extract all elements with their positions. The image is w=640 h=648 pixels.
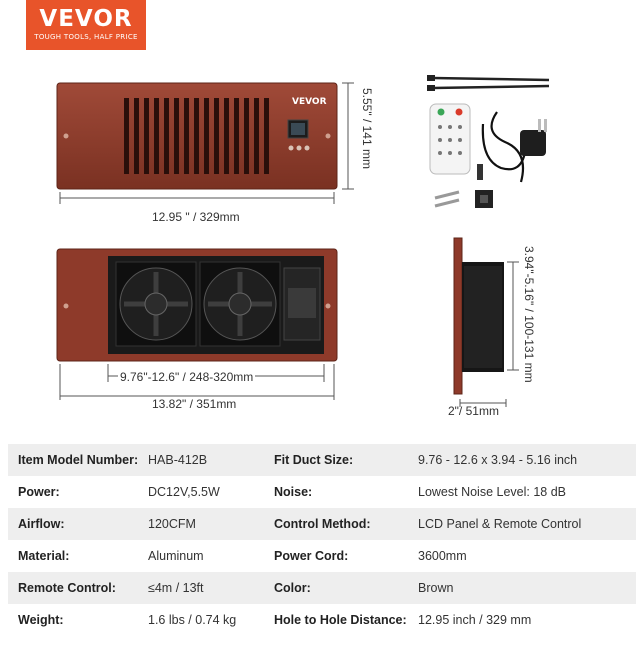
spec-label: Airflow:: [8, 508, 148, 540]
vent-slot: [164, 98, 169, 174]
spec-label: Remote Control:: [8, 572, 148, 604]
back-view-image: [56, 248, 338, 362]
accessories-image: [425, 72, 555, 222]
front-height-dimension-line: [340, 82, 360, 192]
front-height-label: 5.55" / 141 mm: [360, 88, 374, 169]
spec-row: [8, 572, 636, 604]
side-depth-label: 2"/ 51mm: [448, 404, 499, 418]
vent-slot: [204, 98, 209, 174]
spec-label: Weight:: [18, 613, 64, 627]
device-logo: VEVOR: [292, 97, 327, 107]
spec-label: Power Cord:: [274, 549, 349, 563]
side-height-label: 3.94"-5.16" / 100-131 mm: [522, 246, 536, 383]
vent-slot: [214, 98, 219, 174]
spec-label: Fit Duct Size:: [274, 444, 418, 476]
spec-value: Aluminum: [148, 549, 204, 563]
spec-value: ≤4m / 13ft: [148, 572, 274, 604]
spec-value: 12.95 inch / 329 mm: [418, 613, 532, 627]
vent-slot: [194, 98, 199, 174]
vent-slot: [184, 98, 189, 174]
vent-slot: [154, 98, 159, 174]
brand-logo: [26, 0, 146, 50]
vent-slot: [144, 98, 149, 174]
vent-slot: [244, 98, 249, 174]
spec-table: [8, 444, 636, 636]
spec-row: [8, 508, 636, 540]
spec-value: Brown: [418, 572, 636, 604]
spec-label: Control Method:: [274, 508, 418, 540]
spec-value: HAB-412B: [148, 444, 274, 476]
spec-value: 120CFM: [148, 508, 274, 540]
spec-value: 9.76 - 12.6 x 3.94 - 5.16 inch: [418, 444, 636, 476]
side-view-image: [440, 236, 510, 400]
vent-slot: [174, 98, 179, 174]
vent-slot: [134, 98, 139, 174]
vent-slot: [264, 98, 269, 174]
spec-value: 1.6 lbs / 0.74 kg: [148, 613, 237, 627]
spec-label: Noise:: [274, 485, 313, 499]
spec-label: Item Model Number:: [8, 444, 148, 476]
vent-slot: [254, 98, 259, 174]
front-view-image: [56, 82, 338, 190]
vent-slot: [224, 98, 229, 174]
spec-row: [8, 604, 636, 636]
spec-label: Color:: [274, 572, 418, 604]
back-width-label: 13.82" / 351mm: [152, 397, 237, 411]
spec-value: 3600mm: [418, 549, 467, 563]
vent-slot: [124, 98, 129, 174]
spec-label: Power:: [18, 485, 60, 499]
vent-slot: [234, 98, 239, 174]
logo-text: VEVOR: [39, 6, 133, 32]
spec-value: Lowest Noise Level: 18 dB: [418, 485, 567, 499]
spec-row: [8, 540, 636, 572]
front-width-label: 12.95 " / 329mm: [152, 210, 240, 224]
fan-span-label: 9.76"-12.6" / 248-320mm: [120, 370, 254, 384]
spec-label: Material:: [18, 549, 70, 563]
spec-row: [8, 444, 636, 476]
spec-row: [8, 476, 636, 508]
spec-value: DC12V,5.5W: [148, 485, 220, 499]
spec-label: Hole to Hole Distance:: [274, 613, 407, 627]
logo-tagline: TOUGH TOOLS, HALF PRICE: [34, 33, 138, 41]
spec-value: LCD Panel & Remote Control: [418, 508, 636, 540]
